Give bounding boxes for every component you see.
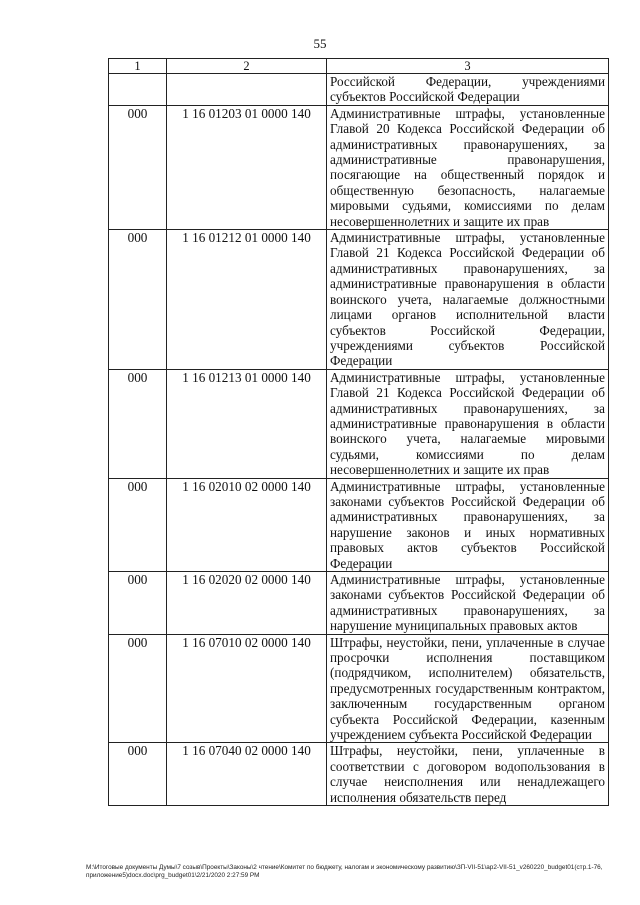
column-header: 2 — [167, 59, 327, 74]
admin-code-cell: 000 — [109, 230, 167, 370]
kbk-code-cell: 1 16 02020 02 0000 140 — [167, 572, 327, 635]
kbk-code-cell — [167, 74, 327, 106]
table-row — [109, 478, 609, 571]
kbk-code-cell: 1 16 01203 01 0000 140 — [167, 105, 327, 229]
table-row — [109, 634, 609, 743]
description-cell: Административные штрафы, установленные Главой 20 Кодекса Российской Федерации об административных правонарушениях, за административные правонарушения, посягающие на общественный порядок и общественную безопасность, налагаемые мировыми судьями, комиссиями по делам несовершеннолетних и защите их прав — [327, 105, 609, 229]
kbk-code-cell: 1 16 01212 01 0000 140 — [167, 230, 327, 370]
kbk-code-cell: 1 16 07010 02 0000 140 — [167, 634, 327, 743]
description-cell: Административные штрафы, установленные Главой 21 Кодекса Российской Федерации об административных правонарушениях, за административные правонарушения в области воинского учета, налагаемые должностными лицами органов исполнительной власти субъектов Российской Федерации, учреждениями субъектов Российской Федерации — [327, 230, 609, 370]
description-cell: Административные штрафы, установленные Главой 21 Кодекса Российской Федерации об административных правонарушениях, за административные правонарушения в области воинского учета, налагаемые мировыми судьями, комиссиями по делам несовершеннолетних и защите их прав — [327, 369, 609, 478]
kbk-code-cell: 1 16 07040 02 0000 140 — [167, 743, 327, 806]
table-row — [109, 230, 609, 370]
admin-code-cell: 000 — [109, 572, 167, 635]
description-cell: Штрафы, неустойки, пени, уплаченные в случае просрочки исполнения поставщиком (подрядчиком, исполнителем) обязательств, предусмотренных государственным контрактом, заключенным государственным органом субъекта Российской Федерации, казенным учреждением субъекта Российской Федерации — [327, 634, 609, 743]
table-row — [109, 743, 609, 806]
kbk-code-cell: 1 16 02010 02 0000 140 — [167, 478, 327, 571]
description-cell: Российской Федерации, учреждениями субъектов Российской Федерации — [327, 74, 609, 106]
description-cell: Административные штрафы, установленные законами субъектов Российской Федерации об административных правонарушениях, за нарушение муниципальных правовых актов — [327, 572, 609, 635]
column-header: 3 — [327, 59, 609, 74]
table-row — [109, 369, 609, 478]
admin-code-cell: 000 — [109, 369, 167, 478]
table-row — [109, 572, 609, 635]
document-file-path: M:\Итоговые документы Думы\7 созыв\Проекты\Законы\2 чтение\Комитет по бюджету, налогам и экономическому развитию\ЗП-VII-51\ар2-VII-51_v260220_budget01(стр.1-76, приложение5)docx.doc\prg_budget01\2/21/2020 2:27:59 PM — [86, 864, 603, 879]
table-header-row — [109, 59, 609, 74]
admin-code-cell: 000 — [109, 634, 167, 743]
description-cell: Штрафы, неустойки, пени, уплаченные в соответствии с договором водопользования в случае неисполнения или ненадлежащего исполнения обязательств перед — [327, 743, 609, 806]
description-cell: Административные штрафы, установленные законами субъектов Российской Федерации об административных правонарушениях, за нарушение законов и иных нормативных правовых актов субъектов Российской Федерации — [327, 478, 609, 571]
budget-classification-table — [108, 58, 609, 806]
page-number: 55 — [313, 36, 327, 51]
table-row — [109, 74, 609, 106]
admin-code-cell: 000 — [109, 105, 167, 229]
admin-code-cell: 000 — [109, 743, 167, 806]
column-header: 1 — [109, 59, 167, 74]
table-row — [109, 105, 609, 229]
admin-code-cell: 000 — [109, 478, 167, 571]
kbk-code-cell: 1 16 01213 01 0000 140 — [167, 369, 327, 478]
admin-code-cell — [109, 74, 167, 106]
